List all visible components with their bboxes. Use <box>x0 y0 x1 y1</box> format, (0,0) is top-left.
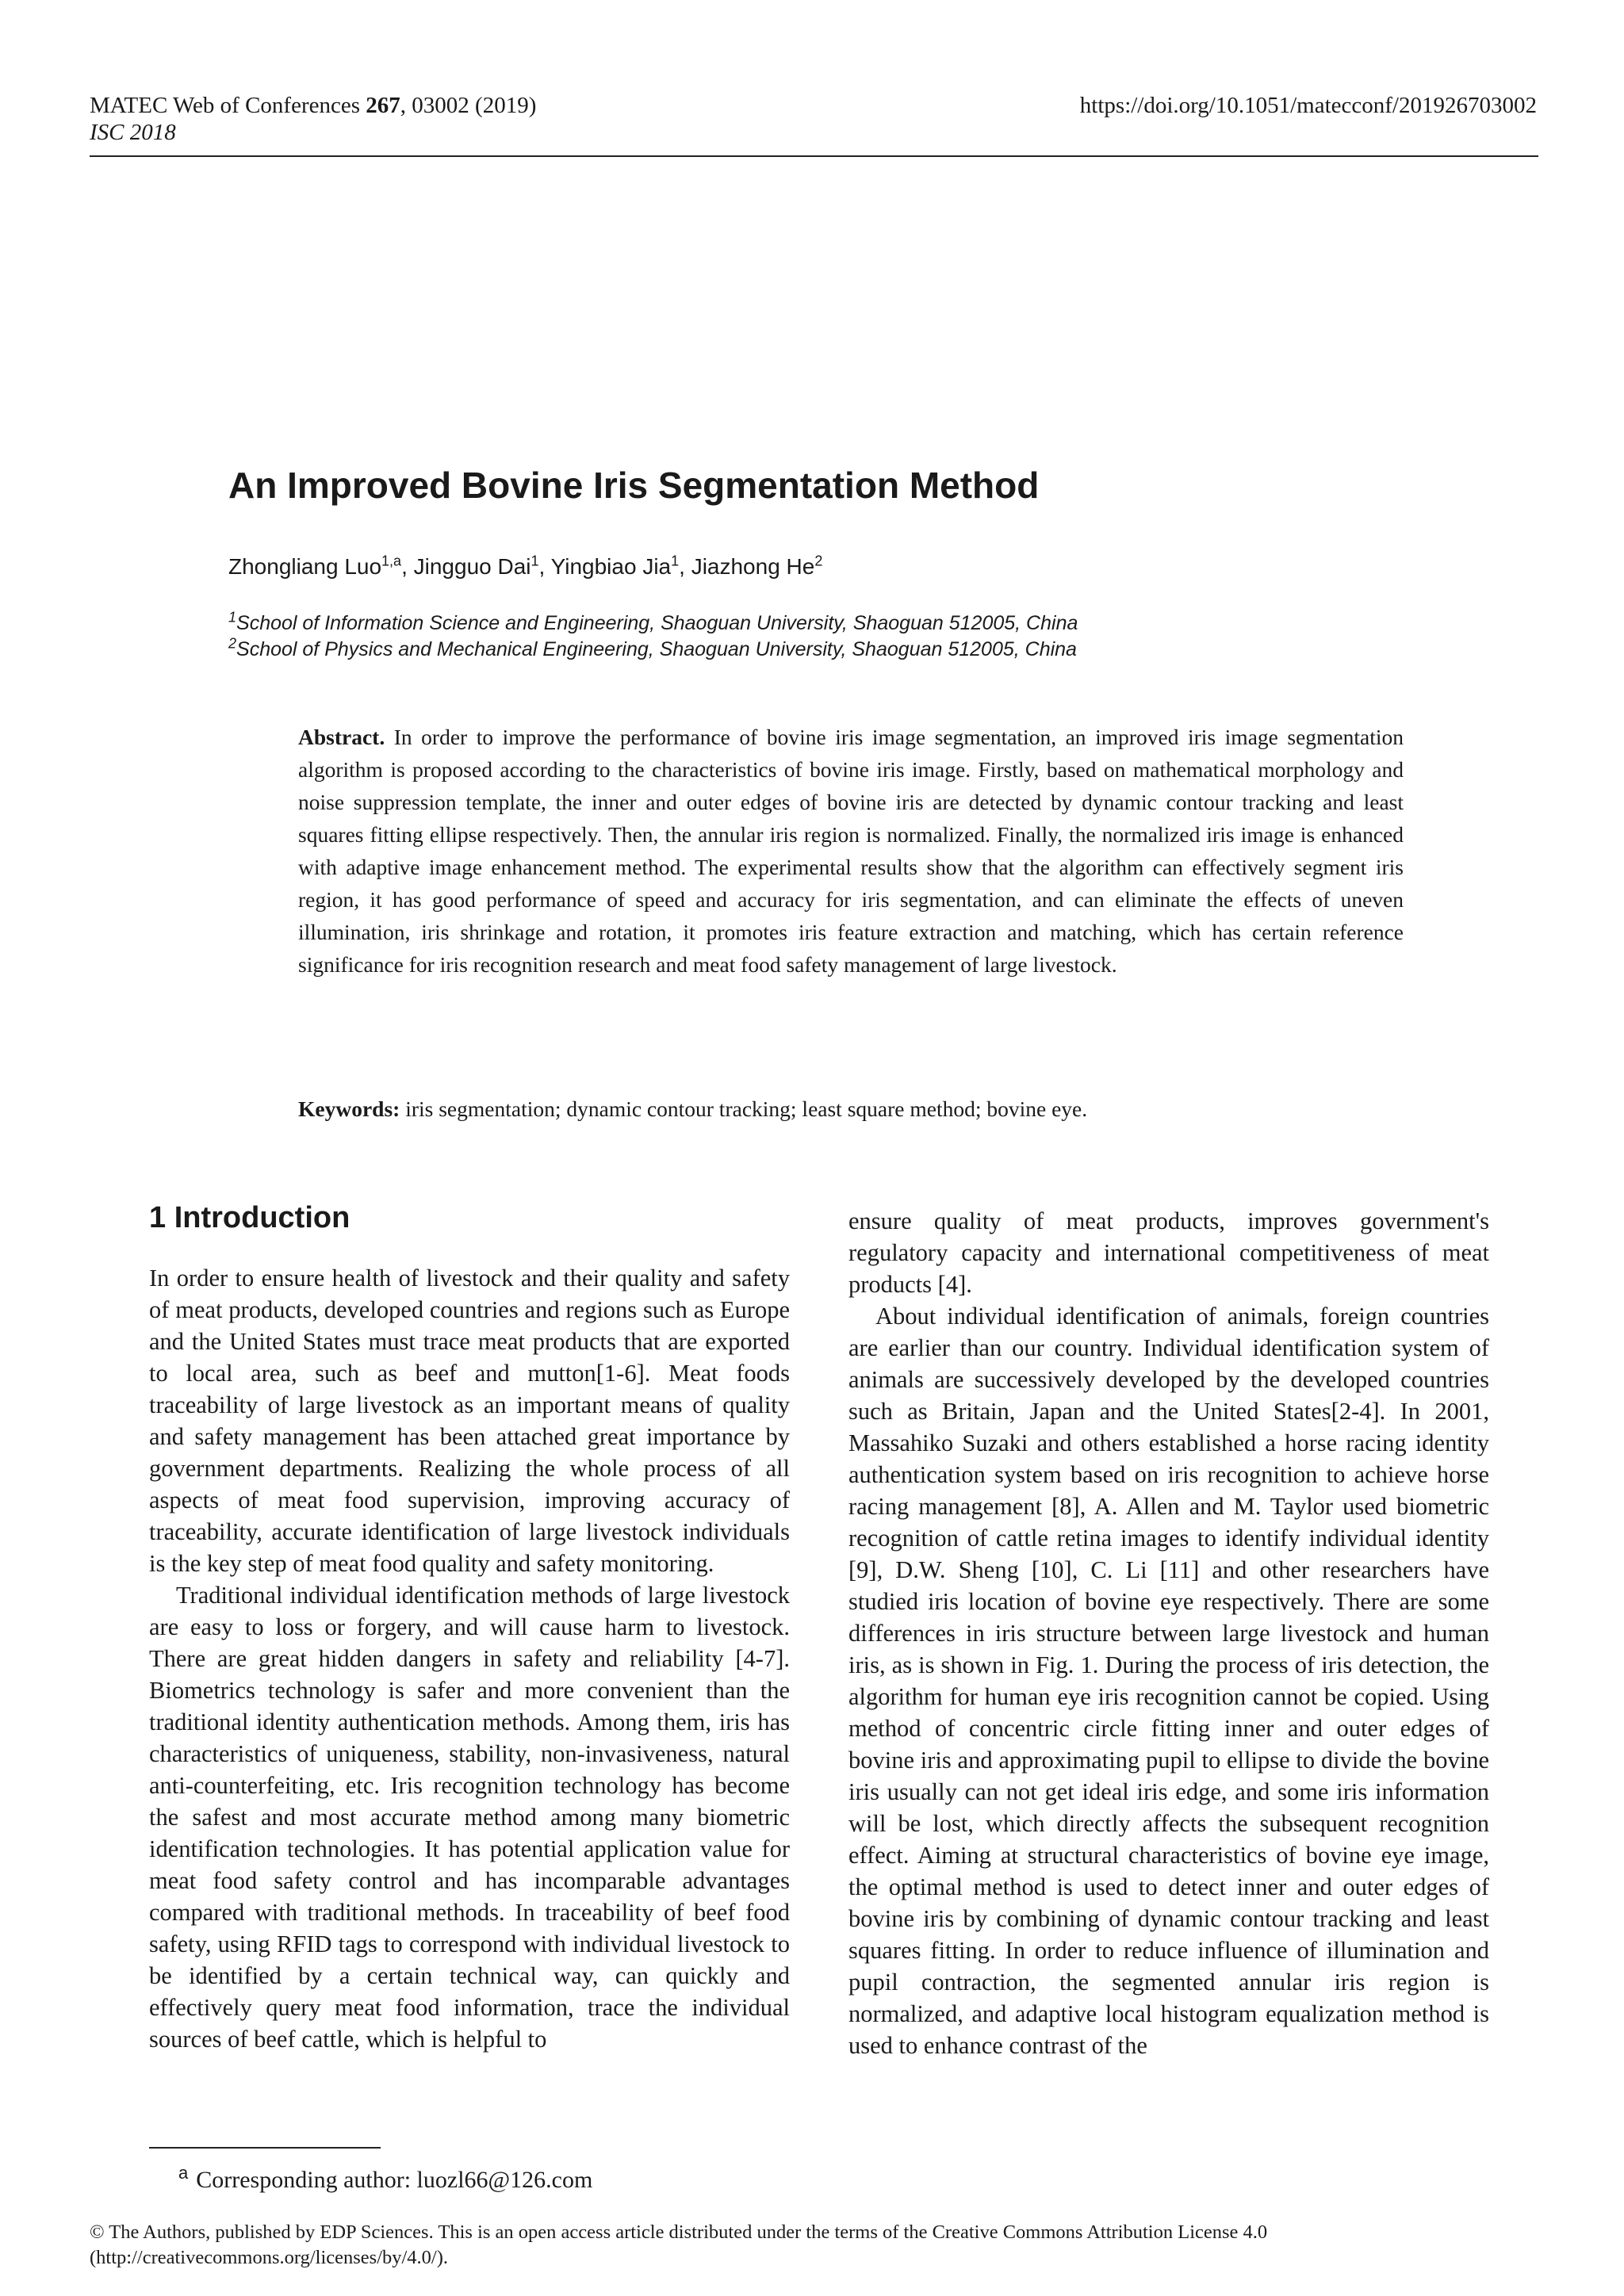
abstract-text: In order to improve the performance of bovine iris image segmentation, an improved iris image segmentation algorithm is proposed according to the characteristics of bovine iris image. Firstly, based on mathematical morphology and noise suppression template, the inner and outer edges of bovine iris are detected by dynamic contour tracking and least squares fitting ellipse respectively. Then, the annular iris region is normalized. Finally, the normalized iris image is enhanced with adaptive image enhancement method. The experimental results show that the algorithm can effectively segment iris region, it has good performance of speed and accuracy for iris segmentation, and can eliminate the effects of uneven illumination, iris shrinkage and rotation, it promotes iris feature extraction and matching, which has certain reference significance for iris recognition research and meat food safety management of large livestock. <box>298 725 1404 977</box>
author: Yingbiao Jia$^1$, <box>550 553 691 579</box>
conference-name: ISC 2018 <box>90 120 176 145</box>
paragraph: Traditional individual identification methods of large livestock are easy to loss or forgery, and will cause harm to livestock. There are great hidden dangers in safety and reliability [4-7]. Biometrics technology is safer and more convenient than the traditional identity authentication methods. Among them, iris has characteristics of uniqueness, stability, non-invasiveness, natural anti-counterfeiting, etc. Iris recognition technology has become the safest and most accurate method among many biometric identification technologies. It has potential application value for meat food safety control and has incomparable advantages compared with traditional methods. In traceability of beef food safety, using RFID tags to correspond with individual livestock to be identified by a certain technical way, can quickly and effectively query meat food information, trace the individual sources of beef cattle, which is helpful to <box>149 1582 790 2053</box>
section-heading: 1 Introduction <box>149 1201 350 1234</box>
abstract-label: Abstract. <box>298 725 385 749</box>
footnote-rule <box>149 2147 381 2149</box>
license-notice <box>90 2220 1541 2271</box>
footnote-mark: a <box>178 2163 189 2183</box>
affiliation-1: $^1$School of Information Science and Engineering, Shaoguan University, Shaoguan 512005, China <box>228 609 1078 634</box>
left-column <box>149 1262 790 2055</box>
abstract <box>298 721 1404 981</box>
affiliations <box>228 610 1078 663</box>
journal-volume: 267 <box>366 93 400 118</box>
affiliation-2: $^2$School of Physics and Mechanical Engineering, Shaoguan University, Shaoguan 512005, China <box>228 635 1077 660</box>
keywords <box>298 1093 1404 1125</box>
paragraph: About individual identification of animals, foreign countries are earlier than our country. Individual identification system of animals are successively developed by the developed countries such as Britain, Japan and the United States[2-4]. In 2001, Massahiko Suzaki and others established a horse racing identity authentication system based on iris recognition to achieve horse racing management [8], A. Allen and M. Taylor used biometric recognition of cattle retina images to identify individual identity [9], D.W. Sheng [10], C. Li [11] and other researchers have studied iris location of bovine eye respectively. There are some differences in iris structure between large livestock and human iris, as is shown in Fig. 1. During the process of iris detection, the algorithm for human eye iris recognition cannot be copied. Using method of concentric circle fitting inner and outer edges of bovine iris and approximating pupil to ellipse to divide the bovine iris usually can not get ideal iris edge, and some iris information will be lost, which directly affects the subsequent recognition effect. Aiming at structural characteristics of bovine eye image, the optimal method is used to detect inner and outer edges of bovine iris by combining of dynamic contour tracking and least squares fitting. In order to reduce influence of illumination and pupil contraction, the segmented annular iris region is normalized, and adaptive local histogram equalization method is used to enhance contrast of the <box>848 1303 1489 2059</box>
paragraph: ensure quality of meat products, improves government's regulatory capacity and international competitiveness of meat products [4]. <box>848 1207 1489 1298</box>
footnote <box>178 2158 592 2195</box>
running-header-left <box>90 92 536 146</box>
doi-link[interactable]: https://doi.org/10.1051/matecconf/201926703002 <box>1079 93 1537 118</box>
author-list <box>228 553 822 580</box>
paper-title: An Improved Bovine Iris Segmentation Method <box>228 465 1040 506</box>
right-column <box>848 1205 1489 2061</box>
header-rule <box>90 155 1538 157</box>
footnote-text: Corresponding author: luozl66@126.com <box>196 2167 593 2193</box>
author: Zhongliang Luo$^{1,a}$, <box>228 553 414 579</box>
keywords-label: Keywords: <box>298 1096 400 1121</box>
article-ref: , 03002 (2019) <box>400 93 537 118</box>
author: Jingguo Dai$^1$, <box>413 553 551 579</box>
journal-name: MATEC Web of Conferences <box>90 93 366 118</box>
author: Jiazhong He$^2$ <box>691 553 823 579</box>
keywords-text: iris segmentation; dynamic contour tracking; least square method; bovine eye. <box>405 1096 1088 1121</box>
license-line-2: (http://creativecommons.org/licenses/by/4.0/). <box>90 2247 449 2268</box>
paragraph: In order to ensure health of livestock and their quality and safety of meat products, developed countries and regions such as Europe and the United States must trace meat products that are exported to local area, such as beef and mutton[1-6]. Meat foods traceability of large livestock as an important means of quality and safety management has been attached great importance by government departments. Realizing the whole process of all aspects of meat food supervision, improving accuracy of traceability, accurate identification of large livestock individuals is the key step of meat food quality and safety monitoring. <box>149 1265 790 1577</box>
license-line-1: © The Authors, published by EDP Sciences. This is an open access article distributed under the terms of the Creative Commons Attribution License 4.0 <box>90 2221 1268 2243</box>
